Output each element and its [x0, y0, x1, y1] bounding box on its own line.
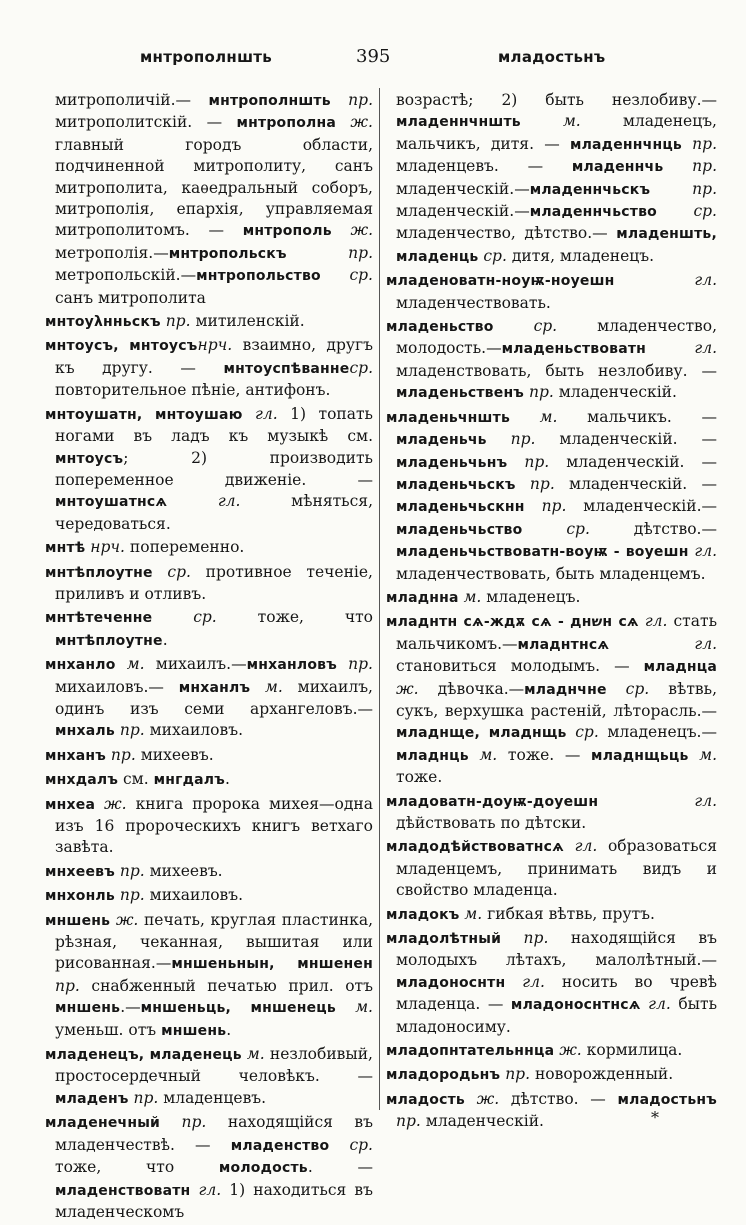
definition-text: младенческій.— [396, 179, 530, 198]
dictionary-entry [386, 587, 717, 609]
grammar-label: м. [115, 655, 145, 674]
entry-continuation [45, 90, 373, 309]
headword: младоватн-доуѭ-доуешн [386, 793, 599, 810]
headword: младеньствоватн [501, 341, 647, 358]
headword: младнтнсѧ [517, 636, 610, 653]
definition-text: михаиловъ.— [55, 677, 179, 696]
headword: молодость [218, 1160, 308, 1177]
headword: мнтрополь [242, 223, 332, 240]
entry-continuation [386, 90, 717, 268]
grammar-label: пр. [160, 312, 191, 331]
grammar-label: пр. [396, 1112, 421, 1131]
headword: младокъ [386, 906, 460, 923]
grammar-label: пр. [128, 1088, 159, 1107]
definition-text: мѣняться, чередоваться. [55, 492, 374, 533]
headword: младнна [386, 589, 459, 606]
headword: младнще, младнщь [396, 725, 567, 742]
headword: младеньчьствоватн-воуѭ - воуешн [396, 544, 689, 561]
grammar-label: гл. [505, 972, 545, 991]
definition-text: становиться молодымъ. — [396, 657, 644, 676]
definition-text: младенчество, молодость.— [396, 317, 717, 358]
grammar-label: нрч. [85, 538, 125, 557]
grammar-label: ср. [656, 202, 717, 221]
grammar-label: пр. [114, 886, 145, 905]
headword: мншеньнын, мншенен [171, 956, 373, 973]
grammar-label: гл. [614, 271, 717, 290]
definition-text: тоже, что [216, 608, 373, 627]
definition-text: младенческій. — [554, 474, 717, 493]
definition-text: михаиловъ. [144, 721, 243, 740]
grammar-label: пр. [160, 1113, 207, 1132]
definition-text: 1) находиться въ младенческомъ [55, 1180, 373, 1221]
grammar-label: м. [241, 1045, 265, 1064]
dictionary-entry [45, 335, 373, 401]
grammar-label: ж. [554, 1041, 582, 1060]
grammar-label: пр. [663, 157, 718, 176]
headword: младеннчь [571, 159, 664, 176]
definition-text: митрополитскій. — [55, 113, 237, 132]
definition-text: быть младоносиму. [396, 995, 718, 1036]
headword: мнханловъ [246, 657, 337, 674]
dictionary-entry [45, 1044, 373, 1110]
dictionary-entry [45, 404, 373, 535]
headword: мнтрополна [236, 115, 337, 132]
definition-text: носить во чревѣ младенца. — [396, 972, 717, 1014]
grammar-label: пр. [106, 745, 136, 764]
grammar-label: ср. [349, 358, 373, 377]
headword: младенъ [55, 1090, 129, 1107]
headword: младолѣтный [386, 931, 502, 948]
grammar-label: ср. [566, 723, 599, 742]
dictionary-entry [386, 791, 717, 835]
headword: мнхонль [45, 888, 115, 905]
grammar-label: пр. [501, 929, 549, 948]
definition-text: младенческій. [553, 383, 677, 402]
headword: младнца [643, 659, 717, 676]
grammar-label: ср. [329, 1135, 373, 1154]
definition-text: младенецъ, мальчикъ, дитя. — [396, 112, 717, 153]
dictionary-entry [45, 910, 373, 1042]
grammar-label: ж. [331, 221, 373, 240]
headword: младеньчь [396, 432, 487, 449]
grammar-label: ср. [478, 246, 507, 265]
running-head [0, 48, 746, 74]
grammar-label: м. [688, 745, 717, 764]
definition-text: находящійся въ младенчествѣ. — [55, 1113, 373, 1154]
grammar-label: пр. [681, 134, 717, 153]
grammar-label: пр. [500, 1065, 531, 1084]
definition-text: главный городъ области, подчиненной митрополиту, санъ митрополита, каѳедральный соборъ, митрополія, епархія, управляемая митрополитомъ. — [55, 135, 373, 240]
grammar-label: м. [468, 745, 498, 764]
grammar-label: м. [520, 112, 581, 131]
grammar-label: ср. [152, 562, 191, 581]
headword: мншеньць, мншенець [140, 1000, 336, 1017]
headword: младнць [396, 747, 469, 764]
headword: младопнтательннца [386, 1043, 555, 1060]
headword: мнтѣплоутне [55, 632, 163, 649]
page-number: 395 [356, 46, 391, 67]
definition-text: младенческій. — [535, 430, 717, 449]
grammar-label: гл. [638, 612, 668, 631]
grammar-label: пр. [507, 452, 550, 471]
dictionary-entry [386, 316, 717, 405]
headword: младородьнъ [386, 1067, 501, 1084]
headword: младеннчьскъ [529, 181, 651, 198]
dictionary-entry [386, 928, 717, 1038]
headword: мнтоуспѣванне [223, 360, 350, 377]
headword: мншень [45, 912, 111, 929]
headword: мнхаль [55, 723, 115, 740]
headword: младоноснтн [396, 974, 506, 991]
definition-text: книга пророка михея—одна изъ 16 пророческихъ книгъ ветхаго завѣта. [55, 794, 373, 857]
grammar-label: пр. [336, 655, 373, 674]
dictionary-entry [386, 1064, 717, 1086]
header-left-guide-word: мнтрополншть [140, 48, 273, 66]
headword: младеннчншть [396, 114, 521, 131]
definition-text: тоже. — [497, 745, 592, 764]
definition-text: 1) топать ногами въ ладъ къ музыкѣ см. [55, 404, 373, 446]
definition-text: кормилица. [581, 1041, 683, 1060]
definition-text: образоваться младенцемъ, принимать видъ и свойство младенца. [396, 837, 718, 900]
headword: мнхеа [45, 796, 96, 813]
footer-mark: * [651, 1108, 659, 1127]
headword: мнтѣплоутне [45, 564, 153, 581]
definition-text: новорожденный. [530, 1065, 674, 1084]
grammar-label: м. [458, 587, 482, 606]
headword: младеноватн-ноуѭ-ноуешн [386, 273, 615, 290]
headword: младеньчьство [396, 521, 523, 538]
definition-text: михеевъ. [135, 745, 214, 764]
grammar-label: пр. [55, 976, 80, 995]
grammar-label: ср. [320, 266, 373, 285]
dictionary-entry [386, 270, 717, 314]
dictionary-entry [45, 537, 373, 559]
headword: мнхеевъ [45, 863, 115, 880]
headword: младеншть, младенць [396, 226, 717, 265]
definition-text: снабженный печатью прил. отъ [79, 976, 373, 995]
headword: младоноснтнсѧ [510, 997, 641, 1014]
dictionary-entry [45, 654, 373, 743]
grammar-label: ср. [522, 519, 590, 538]
definition-text: младенецъ.— [598, 723, 717, 742]
grammar-label: гл. [190, 1180, 222, 1199]
headword: мншень [55, 1000, 121, 1017]
headword: мнгдалъ [153, 772, 225, 789]
definition-text: младенчество, дѣтство.— [396, 224, 617, 243]
dictionary-entry [45, 794, 373, 859]
grammar-label: м. [335, 998, 373, 1017]
right-column [386, 90, 717, 1135]
definition-text: младенчествовать, быть младенцемъ. [396, 564, 706, 583]
grammar-label: ж. [110, 910, 139, 929]
definition-text: дѣтство.— [589, 519, 717, 538]
definition-text: . [224, 770, 230, 789]
definition-text: противное теченіе, приливъ и отливъ. [55, 562, 373, 603]
definition-text: . [162, 630, 168, 649]
definition-text: уменьш. отъ [55, 1020, 162, 1039]
grammar-label: пр. [650, 179, 717, 198]
dictionary-entry [386, 611, 717, 788]
dictionary-entry [45, 607, 373, 652]
dictionary-entry [45, 745, 373, 767]
definition-text: тоже, что [55, 1158, 219, 1177]
headword: младеннчнць [569, 136, 682, 153]
definition-text: стать мальчикомъ.— [396, 612, 718, 653]
dictionary-entry [386, 1040, 717, 1062]
grammar-label: ж. [95, 794, 127, 813]
dictionary-entry [45, 562, 373, 606]
grammar-label: гл. [646, 339, 717, 358]
column-divider [379, 88, 380, 1110]
definition-text: младенческій.— [396, 202, 530, 221]
headword: младодѣйствоватнсѧ [386, 839, 565, 856]
headword: мнхдалъ [45, 772, 119, 789]
headword: младеньчншть [386, 409, 510, 426]
definition-text: санъ митрополита [55, 288, 206, 307]
headword: младнчне [524, 681, 607, 698]
headword: младеньственъ [396, 385, 525, 402]
definition-text: повторительное пѣніе, антифонъ. [55, 381, 331, 400]
dictionary-entry [45, 769, 373, 791]
definition-text: михаилъ, одинъ изъ семи архангеловъ.— [55, 677, 373, 718]
grammar-label: м. [510, 407, 558, 426]
headword: младенство [230, 1137, 330, 1154]
grammar-label: гл. [564, 837, 598, 856]
definition-text: мальчикъ. — [557, 407, 717, 426]
definition-text: дѣйствовать по дѣтски. [396, 814, 587, 832]
headword: мнханло [45, 657, 116, 674]
headword: младеннчьство [529, 204, 657, 221]
headword: младенствоватн [55, 1182, 191, 1199]
definition-text: михаилъ.— [144, 655, 247, 674]
grammar-label: пр. [524, 383, 554, 402]
headword: младеньчьскъ [396, 476, 516, 493]
definition-text: младенческій. [420, 1112, 544, 1131]
definition-text: попеременно. [124, 538, 245, 557]
grammar-label: пр. [114, 861, 145, 880]
headword: мнтоуλнньскъ [45, 314, 161, 331]
definition-text: метропольскій.— [55, 266, 197, 285]
headword: младнщьць [591, 747, 689, 764]
definition-text: гибкая вѣтвь, прутъ. [482, 904, 655, 923]
headword: младость [386, 1091, 465, 1108]
dictionary-entry [45, 861, 373, 883]
definition-text: младенцевъ. [158, 1088, 267, 1107]
headword: мнтѣтеченне [45, 610, 153, 627]
grammar-label: гл. [167, 492, 241, 511]
definition-text: дѣвочка.— [418, 679, 525, 698]
definition-text: ; 2) производить попеременное движеніе. — [55, 448, 373, 489]
grammar-label: пр. [114, 721, 145, 740]
grammar-label: гл. [688, 542, 717, 561]
definition-text: младенчествовать. [396, 293, 551, 312]
headword: мнтропольство [196, 268, 321, 285]
headword: мнтропольскъ [168, 245, 287, 262]
grammar-label: ж. [396, 679, 419, 698]
grammar-label: ср. [493, 317, 558, 336]
definition-text: незлобивый, простосердечный человѣкъ. — [55, 1045, 373, 1086]
definition-text: младенецъ. [481, 587, 581, 606]
definition-text: младенцевъ. — [396, 157, 572, 176]
grammar-label: гл. [242, 404, 278, 423]
grammar-label: нрч. [197, 336, 233, 355]
left-column [45, 90, 373, 1225]
grammar-label: ср. [606, 679, 650, 698]
headword: мнтоушатнсѧ [55, 494, 168, 511]
grammar-label: ср. [152, 608, 217, 627]
grammar-label: гл. [640, 995, 671, 1014]
dictionary-entry [386, 904, 717, 926]
header-right-guide-word: младостьнъ [498, 48, 606, 66]
definition-text: михаиловъ. [144, 886, 244, 905]
dictionary-entry [45, 885, 373, 907]
headword: мнханъ [45, 747, 106, 764]
headword: младенецъ, младенець [45, 1047, 242, 1064]
definition-text: вѣтвь, сукъ, верхушка растеній, лѣторасль.— [396, 679, 717, 720]
definition-text: михеевъ. [144, 861, 223, 880]
grammar-label: гл. [598, 791, 717, 810]
headword: мнтоусъ, мнтоусъ [45, 338, 198, 355]
definition-text: митрополичій.— [55, 91, 209, 109]
definition-text: возрастѣ; 2) быть незлобиву.— [396, 91, 717, 109]
grammar-label: гл. [609, 634, 717, 653]
definition-text: печать, круглая пластинка, рѣзная, чеканная, вышитая или рисованная.— [55, 910, 373, 973]
definition-text: дѣтство. — [499, 1089, 618, 1108]
grammar-label: пр. [515, 474, 555, 493]
definition-text: взаимно, другъ къ другу. — [55, 336, 373, 377]
dictionary-entry [386, 1089, 717, 1133]
grammar-label: ж. [464, 1089, 500, 1108]
headword: младнтн сѧ-ждѫ сѧ - днשн сѧ [386, 614, 639, 631]
headword: мнтоусъ [55, 450, 124, 467]
headword: младенечный [45, 1115, 161, 1132]
grammar-label: пр. [286, 243, 373, 262]
headword: мнтрополншть [208, 93, 331, 109]
definition-text: тоже. [396, 768, 443, 787]
dictionary-entry [386, 836, 717, 901]
headword: младостьнъ [617, 1091, 717, 1108]
definition-text: митиленскій. [190, 312, 305, 331]
headword: мнханлъ [178, 679, 251, 696]
headword: младеньчьнъ [396, 454, 508, 471]
grammar-label: м. [250, 677, 283, 696]
headword: младеньство [386, 319, 494, 336]
dictionary-entry [45, 311, 373, 333]
grammar-label: ж. [336, 113, 373, 132]
definition-text: дитя, младенецъ. [506, 246, 655, 265]
definition-text: младенческій.— [566, 497, 718, 516]
definition-text: младенствовать, быть незлобиву. — [396, 361, 717, 380]
definition-text: находящійся въ молодыхъ лѣтахъ, малолѣтный.— [396, 929, 717, 970]
definition-text: см. [118, 770, 154, 789]
headword: младеньчьскнн [396, 499, 525, 516]
definition-text: младенческій. — [549, 452, 717, 471]
headword: мншень [161, 1022, 227, 1039]
dictionary-entry [386, 407, 717, 585]
dictionary-entry [45, 1112, 373, 1223]
grammar-label: м. [459, 904, 483, 923]
definition-text: .— [120, 998, 141, 1017]
definition-text: метрополія.— [55, 243, 169, 262]
grammar-label: пр. [330, 91, 374, 109]
definition-text: . [226, 1020, 232, 1039]
definition-text: . — [307, 1158, 373, 1177]
headword: мнтоушатн, мнтоушаю [45, 406, 243, 423]
headword: мнтѣ [45, 540, 86, 557]
grammar-label: пр. [524, 497, 567, 516]
grammar-label: пр. [486, 430, 536, 449]
